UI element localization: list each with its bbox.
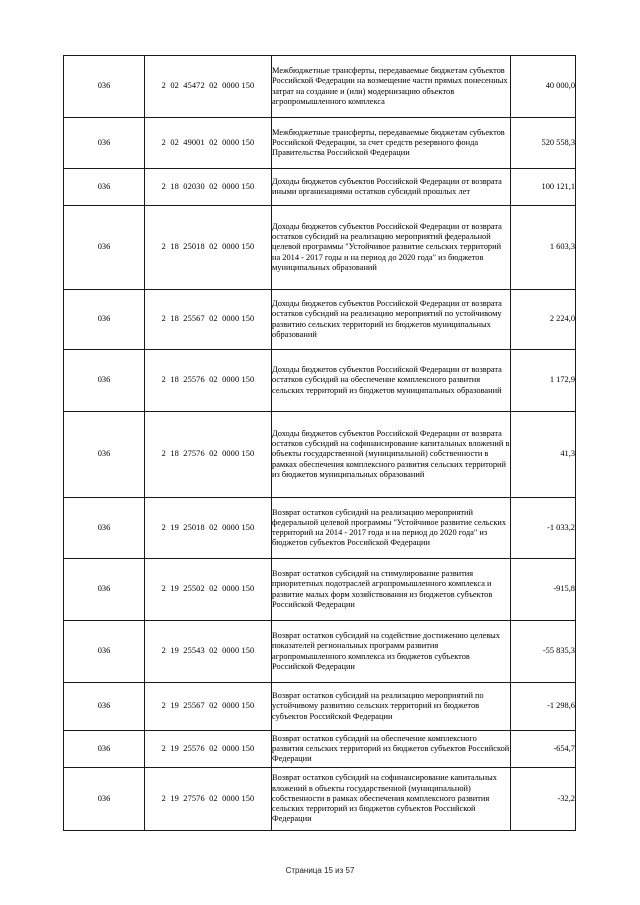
revenue-name-cell: Доходы бюджетов субъектов Российской Федерации от возврата остатков субсидий на реализацию мероприятий по устойчивому развитию сельских территорий из бюджетов муниципальных образований xyxy=(272,290,511,350)
budget-code-cell: 2 19 27576 02 0000 150 xyxy=(145,768,272,831)
revenue-name-cell: Доходы бюджетов субъектов Российской Федерации от возврата остатков субсидий на софинансирование капитальных вложений в объекты государственной (муниципальной) собственности в рамках обеспечения комплексного развития сельских территорий из бюджетов муниципальных образований xyxy=(272,412,511,498)
admin-code-cell: 036 xyxy=(64,412,145,498)
revenue-name-cell: Межбюджетные трансферты, передаваемые бюджетам субъектов Российской Федерации на возмещение части прямых понесенных затрат на создание и (или) модернизацию объектов агропромышленного комплекса xyxy=(272,56,511,118)
table-row xyxy=(64,290,576,350)
admin-code-cell: 036 xyxy=(64,206,145,290)
budget-code-cell: 2 18 25018 02 0000 150 xyxy=(145,206,272,290)
revenue-name-cell: Доходы бюджетов субъектов Российской Федерации от возврата иными организациями остатков субсидий прошлых лет xyxy=(272,169,511,206)
table-row xyxy=(64,559,576,621)
revenue-name-cell: Возврат остатков субсидий на реализацию мероприятий по устойчивому развитию сельских территорий из бюджетов субъектов Российской Федерации xyxy=(272,683,511,731)
table-row xyxy=(64,768,576,831)
budget-code-cell: 2 18 25576 02 0000 150 xyxy=(145,350,272,412)
table-body xyxy=(64,56,576,831)
amount-cell: 41,3 xyxy=(511,412,576,498)
table-row xyxy=(64,498,576,559)
admin-code-cell: 036 xyxy=(64,56,145,118)
admin-code-cell: 036 xyxy=(64,621,145,683)
amount-cell: 40 000,0 xyxy=(511,56,576,118)
amount-cell: -1 033,2 xyxy=(511,498,576,559)
budget-code-cell: 2 19 25576 02 0000 150 xyxy=(145,731,272,768)
amount-cell: -1 298,6 xyxy=(511,683,576,731)
amount-cell: 520 558,3 xyxy=(511,118,576,169)
revenue-name-cell: Межбюджетные трансферты, передаваемые бюджетам субъектов Российской Федерации, за счет средств резервного фонда Правительства Российской Федерации xyxy=(272,118,511,169)
revenue-name-cell: Возврат остатков субсидий на обеспечение комплексного развития сельских территорий из бюджетов субъектов Российской Федерации xyxy=(272,731,511,768)
amount-cell: 100 121,1 xyxy=(511,169,576,206)
revenue-name-cell: Возврат остатков субсидий на софинансирование капитальных вложений в объекты государственной (муниципальной) собственности в рамках обеспечения комплексного развития сельских территорий из бюджетов субъектов Российской Федерации xyxy=(272,768,511,831)
admin-code-cell: 036 xyxy=(64,290,145,350)
budget-code-cell: 2 19 25567 02 0000 150 xyxy=(145,683,272,731)
table-row xyxy=(64,169,576,206)
table-row xyxy=(64,118,576,169)
amount-cell: -32,2 xyxy=(511,768,576,831)
admin-code-cell: 036 xyxy=(64,350,145,412)
admin-code-cell: 036 xyxy=(64,768,145,831)
admin-code-cell: 036 xyxy=(64,169,145,206)
admin-code-cell: 036 xyxy=(64,683,145,731)
admin-code-cell: 036 xyxy=(64,118,145,169)
revenue-name-cell: Доходы бюджетов субъектов Российской Федерации от возврата остатков субсидий на обеспечение комплексного развития сельских территорий из бюджетов муниципальных образований xyxy=(272,350,511,412)
amount-cell: -915,8 xyxy=(511,559,576,621)
admin-code-cell: 036 xyxy=(64,498,145,559)
budget-code-cell: 2 02 49001 02 0000 150 xyxy=(145,118,272,169)
table-row xyxy=(64,56,576,118)
budget-code-cell: 2 18 02030 02 0000 150 xyxy=(145,169,272,206)
admin-code-cell: 036 xyxy=(64,559,145,621)
table-row xyxy=(64,731,576,768)
budget-code-cell: 2 19 25018 02 0000 150 xyxy=(145,498,272,559)
amount-cell: 2 224,0 xyxy=(511,290,576,350)
table-row xyxy=(64,412,576,498)
budget-revenue-table xyxy=(63,55,576,831)
table-row xyxy=(64,206,576,290)
budget-code-cell: 2 18 25567 02 0000 150 xyxy=(145,290,272,350)
page-number-footer: Страница 15 из 57 xyxy=(285,866,355,875)
amount-cell: 1 172,9 xyxy=(511,350,576,412)
table-row xyxy=(64,683,576,731)
budget-code-cell: 2 02 45472 02 0000 150 xyxy=(145,56,272,118)
amount-cell: 1 603,3 xyxy=(511,206,576,290)
budget-code-cell: 2 18 27576 02 0000 150 xyxy=(145,412,272,498)
revenue-name-cell: Возврат остатков субсидий на содействие достижению целевых показателей региональных программ развития агропромышленного комплекса из бюджетов субъектов Российской Федерации xyxy=(272,621,511,683)
amount-cell: -654,7 xyxy=(511,731,576,768)
table-row xyxy=(64,621,576,683)
table-row xyxy=(64,350,576,412)
budget-code-cell: 2 19 25543 02 0000 150 xyxy=(145,621,272,683)
revenue-name-cell: Возврат остатков субсидий на реализацию мероприятий федеральной целевой программы "Устойчивое развитие сельских территорий на 2014 - 2017 года и на период до 2020 года" из бюджетов субъектов Российской Федерации xyxy=(272,498,511,559)
admin-code-cell: 036 xyxy=(64,731,145,768)
budget-code-cell: 2 19 25502 02 0000 150 xyxy=(145,559,272,621)
amount-cell: -55 835,3 xyxy=(511,621,576,683)
revenue-name-cell: Доходы бюджетов субъектов Российской Федерации от возврата остатков субсидий на реализацию мероприятий федеральной целевой программы "Устойчивое развитие сельских территорий на 2014 - 2017 годы и на период до 2020 года" из бюджетов муниципальных образований xyxy=(272,206,511,290)
revenue-name-cell: Возврат остатков субсидий на стимулирование развития приоритетных подотраслей агропромышленного комплекса и развитие малых форм хозяйствования из бюджетов субъектов Российской Федерации xyxy=(272,559,511,621)
